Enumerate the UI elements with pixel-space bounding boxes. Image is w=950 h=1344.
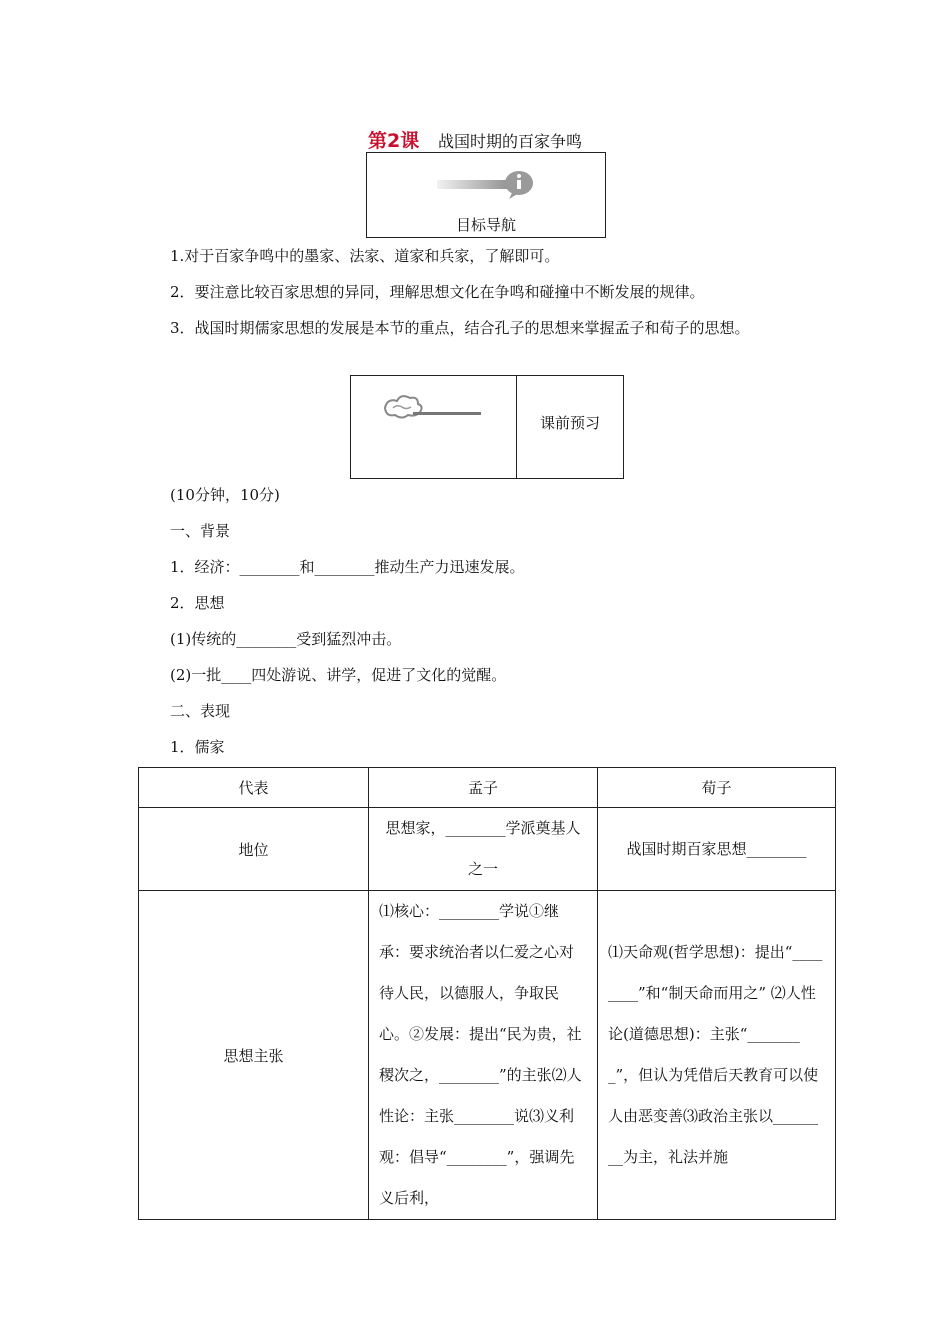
table-header: 孟子 [369, 768, 598, 808]
section-heading-background: 一、背景 [170, 522, 231, 540]
row-label: 地位 [139, 808, 369, 891]
cloud-scroll-icon [379, 394, 489, 428]
table-row [139, 808, 836, 891]
goal-banner-label: 目标导航 [455, 216, 516, 234]
thought-item-2: (2)一批____四处游说、讲学，促进了文化的觉醒。 [170, 666, 507, 684]
section-heading-performance: 二、表现 [170, 702, 231, 720]
confucian-table [138, 767, 836, 1220]
goal-item-1: 1.对于百家争鸣中的墨家、法家、道家和兵家，了解即可。 [170, 247, 560, 265]
economy-line: 1．经济：________和________推动生产力迅速发展。 [170, 558, 525, 576]
goal-banner [366, 152, 606, 238]
table-header-row [139, 768, 836, 808]
table-cell: ⑴核心：________学说①继承：要求统治者以仁爱之心对待人民，以德服人，争取民心。②发展：提出“民为贵，社稷次之，________”的主张⑵人性论：主张________说⑶义利观：倡导“________”，强调先义后利， [369, 891, 598, 1220]
table-header: 代表 [139, 768, 369, 808]
preview-banner [350, 375, 624, 479]
thought-item-1: (1)传统的________受到猛烈冲击。 [170, 630, 402, 648]
table-row [139, 891, 836, 1220]
time-note: (10分钟，10分) [170, 486, 280, 504]
goal-item-3: 3．战国时期儒家思想的发展是本节的重点，结合孔子的思想来掌握孟子和荀子的思想。 [170, 319, 750, 337]
table-cell: 战国时期百家思想________ [598, 808, 836, 891]
info-bubble-icon [437, 169, 537, 203]
lesson-name: 战国时期的百家争鸣 [438, 132, 583, 151]
thought-heading: 2．思想 [170, 594, 225, 612]
confucian-heading: 1．儒家 [170, 738, 225, 756]
goal-item-2: 2．要注意比较百家思想的异同，理解思想文化在争鸣和碰撞中不断发展的规律。 [170, 283, 705, 301]
row-label: 思想主张 [139, 891, 369, 1220]
preview-banner-label: 课前预习 [539, 414, 600, 432]
table-header: 荀子 [598, 768, 836, 808]
lesson-number: 第2课 [367, 130, 420, 152]
table-cell: ⑴天命观(哲学思想)：提出“________”和“制天命而用之” ⑵人性论(道德思想)：主张“________”，但认为凭借后天教育可以使人由恶变善⑶政治主张以________为主，礼法并施 [598, 891, 836, 1220]
table-cell: 思想家，________学派奠基人之一 [369, 808, 598, 891]
lesson-title [0, 126, 950, 153]
